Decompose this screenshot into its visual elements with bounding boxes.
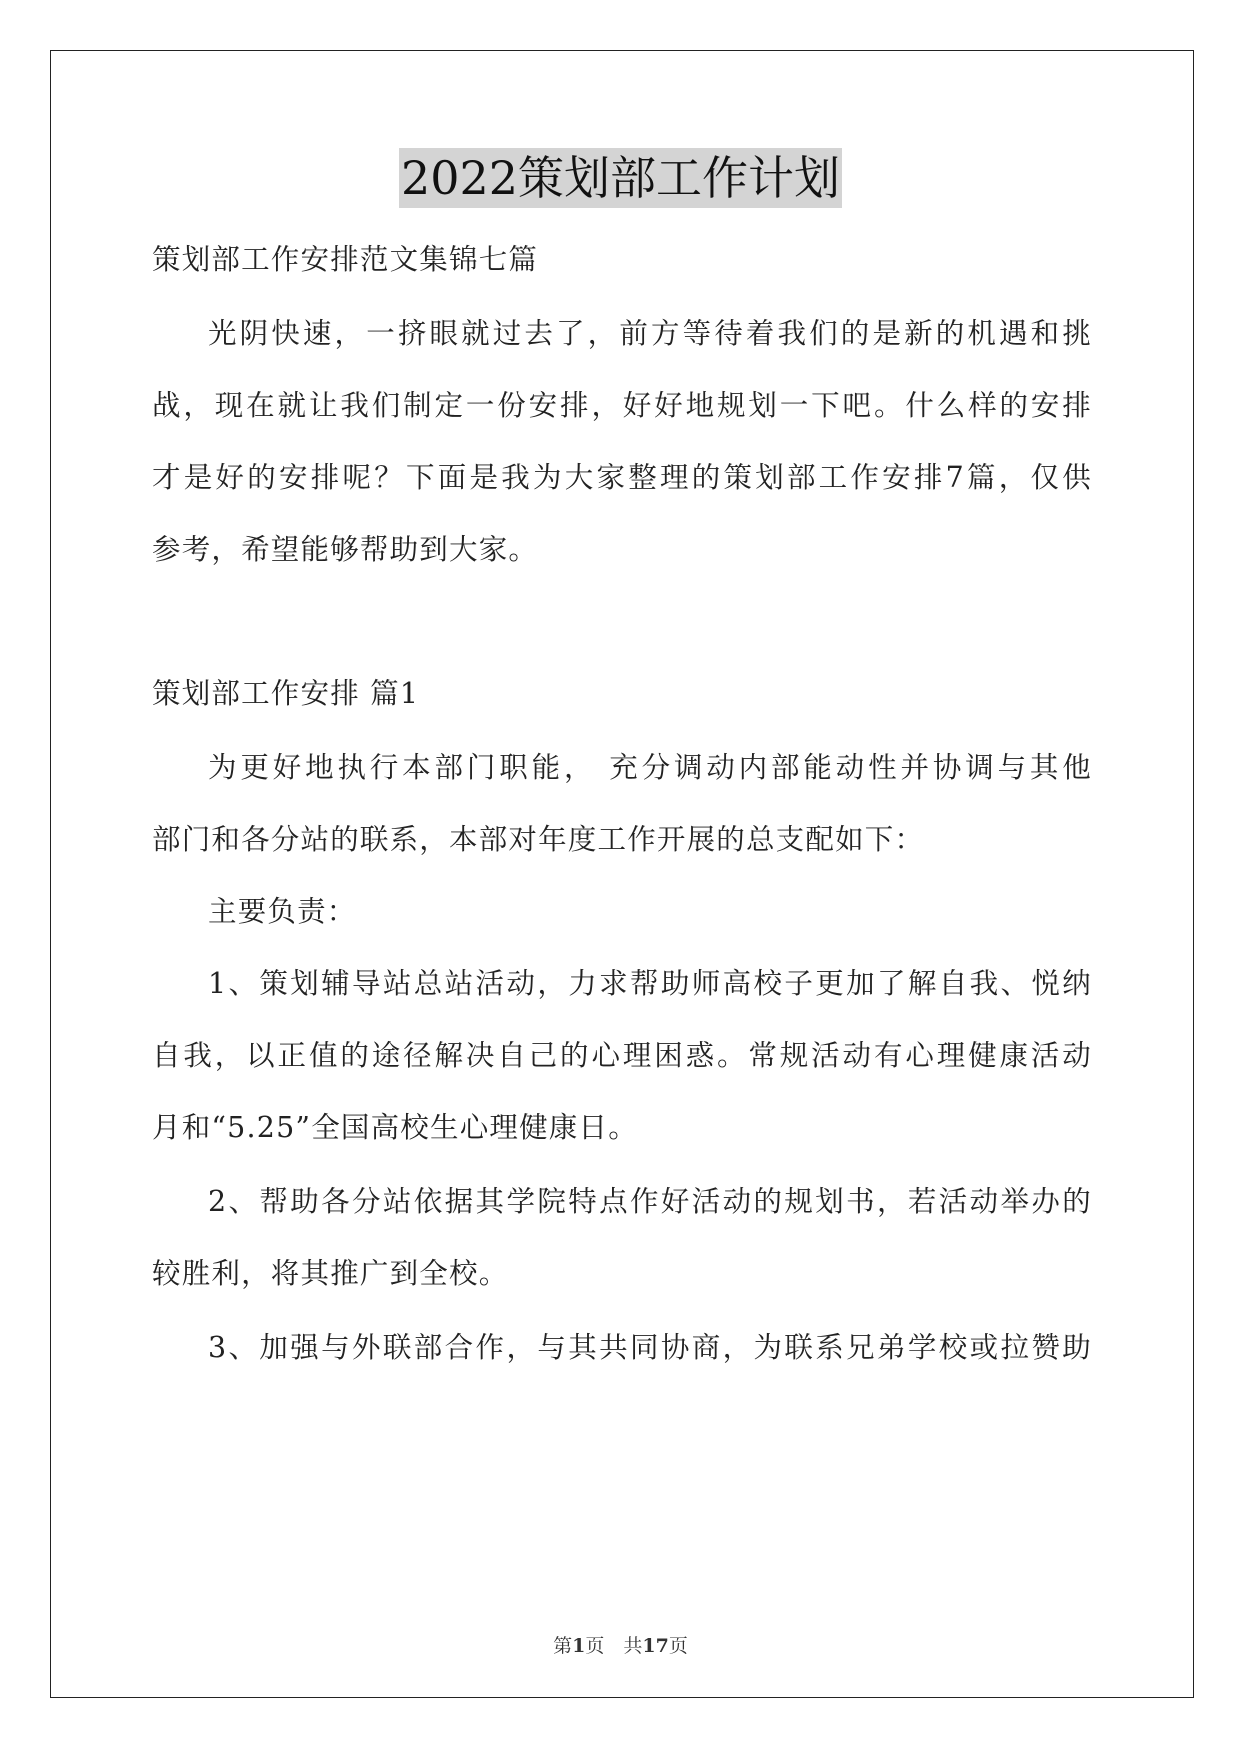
section-heading: 策划部工作安排 篇1 bbox=[152, 677, 420, 710]
intro-line-4: 参考，希望能够帮助到大家。 bbox=[152, 533, 539, 566]
footer-page-total: 17 bbox=[642, 1635, 669, 1657]
intro-line-1: 光阴快速，一挤眼就过去了，前方等待着我们的是新的机遇和挑 bbox=[208, 317, 1092, 350]
footer-page-prefix: 第 bbox=[553, 1635, 573, 1657]
footer-page-suffix: 页 bbox=[668, 1635, 688, 1657]
subtitle: 策划部工作安排范文集锦七篇 bbox=[152, 243, 539, 276]
intro-line-2: 战，现在就让我们制定一份安排，好好地规划一下吧。什么样的安排 bbox=[152, 389, 1092, 422]
section-line-7: 2、帮助各分站依据其学院特点作好活动的规划书，若活动举办的 bbox=[208, 1185, 1092, 1218]
section-line-9: 3、加强与外联部合作，与其共同协商，为联系兄弟学校或拉赞助 bbox=[208, 1331, 1092, 1364]
section-line-4: 1、策划辅导站总站活动，力求帮助师高校子更加了解自我、悦纳 bbox=[208, 967, 1092, 1000]
page-footer bbox=[0, 1631, 1241, 1658]
intro-line-3: 才是好的安排呢？下面是我为大家整理的策划部工作安排7篇，仅供 bbox=[152, 461, 1092, 494]
footer-page-mid: 页 共 bbox=[585, 1635, 643, 1657]
section-line-2: 部门和各分站的联系，本部对年度工作开展的总支配如下： bbox=[152, 823, 925, 856]
section-line-5: 自我，以正值的途径解决自己的心理困惑。常规活动有心理健康活动 bbox=[152, 1039, 1092, 1072]
section-line-6: 月和“5.25”全国高校生心理健康日。 bbox=[152, 1111, 638, 1144]
section-line-3: 主要负责： bbox=[208, 895, 357, 928]
title-container bbox=[0, 148, 1241, 208]
section-line-8: 较胜利，将其推广到全校。 bbox=[152, 1257, 509, 1290]
footer-page-current: 1 bbox=[572, 1635, 586, 1657]
section-line-1: 为更好地执行本部门职能， 充分调动内部能动性并协调与其他 bbox=[208, 751, 1092, 784]
document-title: 2022策划部工作计划 bbox=[399, 148, 842, 208]
